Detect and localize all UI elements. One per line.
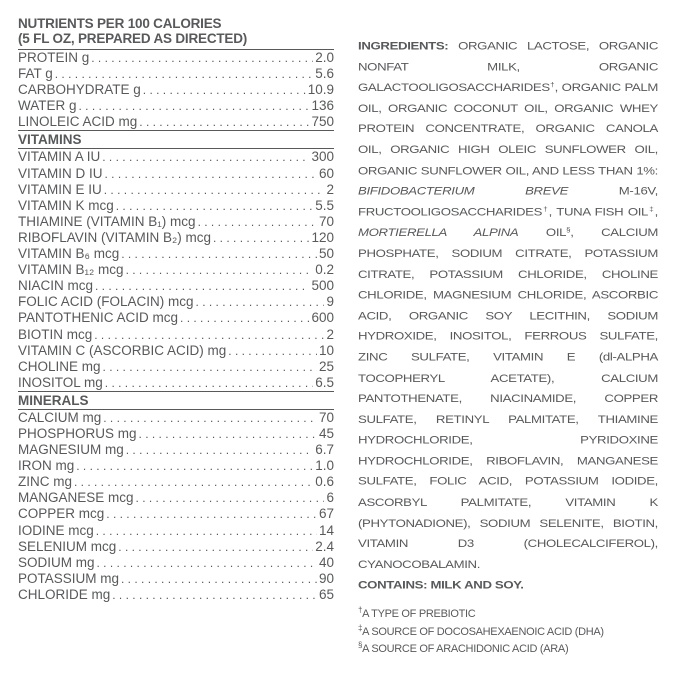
ingredients-block [358,36,658,596]
dot-leader [126,442,313,458]
dot-leader [79,98,310,114]
dot-leader [94,327,324,343]
vitamin-label: VITAMIN B₁₂ mcg [18,262,124,278]
dot-leader [112,587,317,603]
vitamins-list [18,149,334,390]
nutrient-label: FAT g [18,66,53,82]
mineral-label: MANGANESE mcg [18,490,134,506]
vitamin-row [18,343,334,359]
general-nutrients [18,49,334,130]
vitamin-row [18,278,334,294]
nutrient-value: 5.6 [315,66,334,82]
dot-leader [136,490,325,506]
mineral-value: 6.7 [315,442,334,458]
vitamin-value: 500 [311,278,334,294]
mineral-value: 65 [318,586,334,602]
nutrient-value: 10.9 [307,82,334,98]
dot-leader [102,149,309,165]
nutrient-row [18,114,334,130]
mineral-value: 45 [318,425,334,441]
vitamins-title: VITAMINS [18,132,334,149]
vitamin-value: 2 [326,181,334,197]
vitamin-row [18,310,334,326]
dot-leader [103,410,317,426]
footnote-line [358,641,658,659]
mineral-row [18,474,334,490]
vitamin-label: CHOLINE mg [18,358,101,374]
ingredient-mortierella: MORTIERELLA ALPINA [358,226,519,239]
vitamin-row [18,230,334,246]
mineral-row [18,555,334,571]
mineral-value: 6 [326,490,334,506]
vitamin-row [18,294,334,310]
dot-leader [105,166,317,182]
dot-leader [55,66,313,82]
dot-leader [126,262,314,278]
vitamins-section [18,130,334,390]
dot-leader [97,555,317,571]
mineral-row [18,571,334,587]
mineral-row [18,442,334,458]
ingredients-text-2: , ORGANIC PALM OIL, ORGANIC COCONUT OIL, ORGANIC WHEY PROTEIN CONCENTRATE, ORGANIC CANOLA OIL, ORGANIC HIGH OLEIC SUNFLOWER OIL, ORGANIC SUNFLOWER OIL, AND LESS THAN 1%: [358,80,658,177]
vitamin-value: 300 [311,149,334,165]
section-mark: § [566,225,571,234]
vitamin-label: VITAMIN C (ASCORBIC ACID) mg [18,342,227,358]
mineral-row [18,426,334,442]
dagger-mark: † [549,80,555,89]
ingredients-text-1: ORGANIC LACTOSE, ORGANIC NONFAT MILK, ORGANIC GALACTOOLIGOSACCHARIDES [358,39,658,94]
vitamin-label: INOSITOL mg [18,374,103,390]
dot-leader [139,114,309,130]
dot-leader [139,426,317,442]
mineral-label: PHOSPHORUS mg [18,425,137,441]
vitamin-row [18,327,334,343]
mineral-value: 67 [318,506,334,522]
vitamin-label: PANTOTHENIC ACID mcg [18,310,179,326]
footnote-line [358,606,658,624]
mineral-label: ZINC mg [18,474,72,490]
mineral-value: 1.0 [315,458,334,474]
mineral-label: POTASSIUM mg [18,570,120,586]
dot-leader [213,230,309,246]
ingredients-lead: INGREDIENTS: [358,39,449,53]
mineral-label: SELENIUM mcg [18,538,117,554]
dot-leader [103,359,317,375]
mineral-label: IRON mg [18,458,75,474]
mineral-row [18,587,334,603]
vitamin-value: 6.5 [315,374,334,390]
vitamin-value: 0.2 [315,262,334,278]
dot-leader [95,278,309,294]
dot-leader [91,50,313,66]
vitamin-row [18,198,334,214]
mineral-row [18,490,334,506]
vitamin-label: NIACIN mcg [18,278,94,294]
dot-leader [76,458,313,474]
mineral-row [18,458,334,474]
dot-leader [228,343,317,359]
vitamin-value: 50 [318,246,334,262]
nutrition-panel [18,16,334,603]
mineral-label: SODIUM mg [18,554,95,570]
dot-leader [180,310,309,326]
allergen-statement: CONTAINS: MILK AND SOY. [358,578,524,592]
ingredients-text-6: OIL [518,226,567,239]
footnote-mark: † [358,605,363,615]
footnote-text: A SOURCE OF DOCOSAHEXAENOIC ACID (DHA) [362,625,604,638]
mineral-value: 2.4 [315,538,334,554]
mineral-row [18,410,334,426]
dot-leader [116,198,313,214]
vitamin-label: RIBOFLAVIN (VITAMIN B₂) mcg [18,229,212,245]
minerals-list [18,410,334,603]
vitamin-value: 2 [326,326,334,342]
vitamin-row [18,182,334,198]
vitamin-row [18,246,334,262]
nutrient-label: PROTEIN g [18,50,90,65]
vitamin-row [18,166,334,182]
dot-leader [74,474,313,490]
vitamin-label: VITAMIN K mcg [18,197,114,213]
mineral-value: 90 [318,570,334,586]
dot-leader [104,182,325,198]
nutrient-row [18,50,334,66]
nutrition-header [18,16,334,46]
vitamin-row [18,149,334,165]
ingredients-text-5: , [654,205,658,218]
mineral-label: CALCIUM mg [18,409,102,425]
nutrient-value: 750 [311,114,334,130]
mineral-value: 14 [318,522,334,538]
ingredients-text-4: , TUNA FISH OIL [548,205,649,218]
minerals-section [18,391,334,603]
nutrient-row [18,98,334,114]
dot-leader [121,246,317,262]
ingredients-text-3: M-16V, FRUCTOOLIGOSACCHARIDES [358,184,658,218]
dagger-mark-2: † [542,204,549,213]
mineral-row [18,539,334,555]
vitamin-label: BIOTIN mcg [18,326,93,342]
vitamin-row [18,359,334,375]
vitamin-value: 5.5 [315,197,334,213]
mineral-label: COPPER mcg [18,506,105,522]
nutrient-row [18,66,334,82]
vitamin-label: VITAMIN D IU [18,165,103,181]
vitamin-row [18,262,334,278]
vitamin-row [18,214,334,230]
vitamin-label: VITAMIN E IU [18,181,102,197]
mineral-value: 0.6 [315,474,334,490]
double-dagger-mark: ‡ [648,204,655,213]
vitamin-value: 25 [318,358,334,374]
mineral-label: CHLORIDE mg [18,586,111,602]
dot-leader [121,571,317,587]
vitamin-value: 120 [311,229,334,245]
ingredients-text-7: , CALCIUM PHOSPHATE, SODIUM CITRATE, POTASSIUM CITRATE, POTASSIUM CHLORIDE, CHOLINE CHLORIDE, MAGNESIUM CHLORIDE, ASCORBIC ACID, ORGANIC SOY LECITHIN, SODIUM HYDROXIDE, INOSITOL, FERROUS SULFATE, ZINC SULFATE, VITAMIN E (dl-ALPHA TOCOPHERYL ACETATE), CALCIUM PANTOTHENATE, NIACINAMIDE, COPPER SULFATE, RETINYL PALMITATE, THIAMINE HYDROCHLORIDE, PYRIDOXINE HYDROCHLORIDE, RIBOFLAVIN, MANGANESE SULFATE, FOLIC ACID, POTASSIUM IODIDE, ASCORBYL PALMITATE, VITAMIN K (PHYTONADIONE), SODIUM SELENITE, BIOTIN, VITAMIN D3 (CHOLECALCIFEROL), CYANOCOBALAMIN. [358,226,658,571]
dot-leader [106,506,317,522]
mineral-row [18,523,334,539]
footnote-text: A SOURCE OF ARACHIDONIC ACID (ARA) [362,643,569,655]
nutrient-label: LINOLEIC ACID mg [18,114,138,130]
dot-leader [198,214,317,230]
nutrient-row [18,82,334,98]
vitamin-row [18,375,334,391]
nutrient-value: 2.0 [315,50,334,65]
vitamin-label: VITAMIN A IU [18,149,101,165]
dot-leader [105,375,313,391]
dot-leader [143,82,306,98]
footnote-line [358,624,658,642]
ingredient-bifidobacterium: BIFIDOBACTERIUM BREVE [358,184,569,198]
vitamin-value: 9 [326,294,334,310]
nutrient-label: WATER g [18,98,77,114]
mineral-row [18,506,334,522]
footnote-mark: ‡ [358,622,363,632]
mineral-value: 70 [318,409,334,425]
nutrient-label: CARBOHYDRATE g [18,82,141,98]
vitamin-label: FOLIC ACID (FOLACIN) mcg [18,294,194,310]
footnote-text: A TYPE OF PREBIOTIC [362,608,476,620]
footnotes [358,606,658,659]
vitamin-label: VITAMIN B₆ mcg [18,246,120,262]
nutrition-header-line2: (5 FL OZ, PREPARED AS DIRECTED) [18,31,248,46]
mineral-label: IODINE mcg [18,522,94,538]
vitamin-value: 600 [311,310,334,326]
dot-leader [118,539,313,555]
footnote-mark: § [358,640,363,650]
dot-leader [96,523,317,539]
mineral-value: 40 [318,554,334,570]
vitamin-value: 70 [318,213,334,229]
vitamin-value: 60 [318,165,334,181]
mineral-label: MAGNESIUM mg [18,442,124,458]
minerals-title: MINERALS [18,393,334,410]
nutrient-value: 136 [311,98,334,114]
vitamin-label: THIAMINE (VITAMIN B₁) mcg [18,213,196,229]
vitamin-value: 10 [318,342,334,358]
nutrition-header-line1: NUTRIENTS PER 100 CALORIES [18,16,222,31]
dot-leader [196,294,325,310]
